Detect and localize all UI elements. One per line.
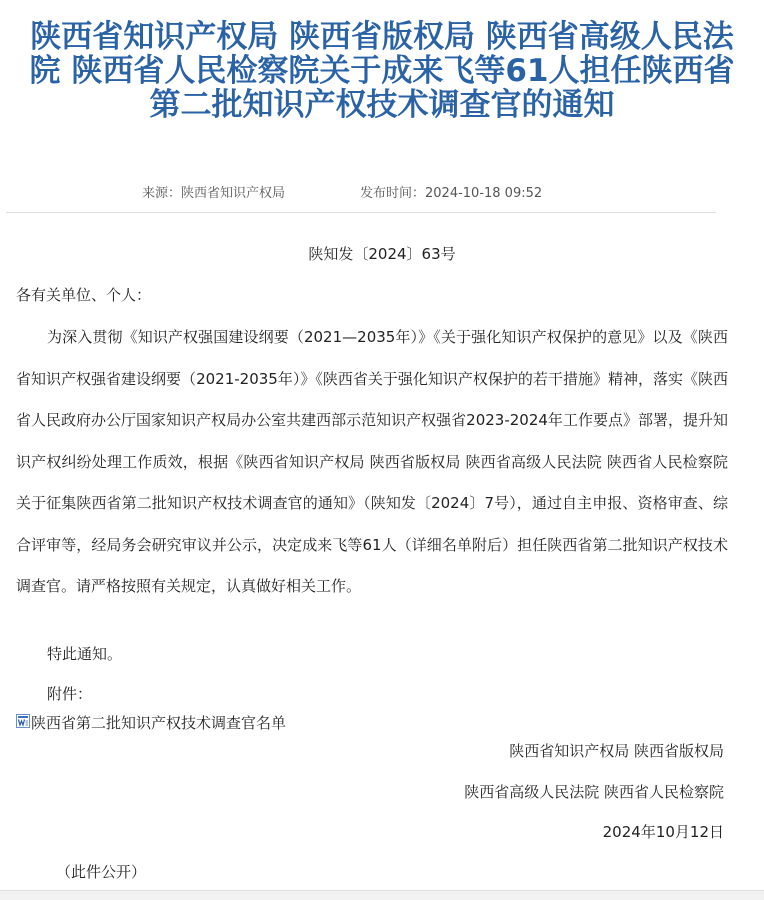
article-source: 来源：陕西省知识产权局: [142, 186, 286, 201]
article-title: 陕西省知识产权局 陕西省版权局 陕西省高级人民法院 陕西省人民检察院关于成来飞等61人担任陕西省第二批知识产权技术调查官的通知: [29, 19, 735, 123]
attachment-link[interactable]: 陕西省第二批知识产权技术调查官名单: [31, 714, 287, 732]
document-number: 陕知发〔2024〕63号: [308, 245, 456, 263]
closing-notice: 特此通知。: [47, 645, 123, 663]
article-meta: [0, 182, 764, 202]
body-paragraph: 为深入贯彻《知识产权强国建设纲要（2021—2035年）》《关于强化知识产权保护的意见》以及《陕西省知识产权强省建设纲要（2021-2035年）》《陕西省关于强化知识产权保护的若干措施》精神，落实《陕西省人民政府办公厅国家知识产权局办公室共建西部示范知识产权强省2023-2024年工作要点》部署，提升知识产权纠纷处理工作质效，根据《陕西省知识产权局 陕西省版权局 陕西省高级人民法院 陕西省人民检察院关于征集陕西省第二批知识产权技术调查官的通知》（陕知发〔2024〕7号），通过自主申报、资格审查、综合评审等，经局务会研究审议并公示，决定成来飞等61人（详细名单附后）担任陕西省第二批知识产权技术调查官。请严格按照有关规定，认真做好相关工作。: [16, 328, 728, 595]
signature-line-1: 陕西省知识产权局 陕西省版权局: [509, 742, 724, 760]
divider: [6, 212, 716, 213]
attachment-label: 附件：: [47, 685, 93, 703]
salutation: 各有关单位、个人：: [16, 286, 152, 304]
signature-line-2: 陕西省高级人民法院 陕西省人民检察院: [464, 783, 724, 801]
attachment-row[interactable]: [16, 712, 286, 733]
disclosure-note: （此件公开）: [56, 863, 147, 881]
publish-time: 发布时间：2024-10-18 09:52: [360, 186, 543, 201]
word-doc-icon[interactable]: [16, 714, 30, 728]
signature-date: 2024年10月12日: [602, 823, 724, 841]
